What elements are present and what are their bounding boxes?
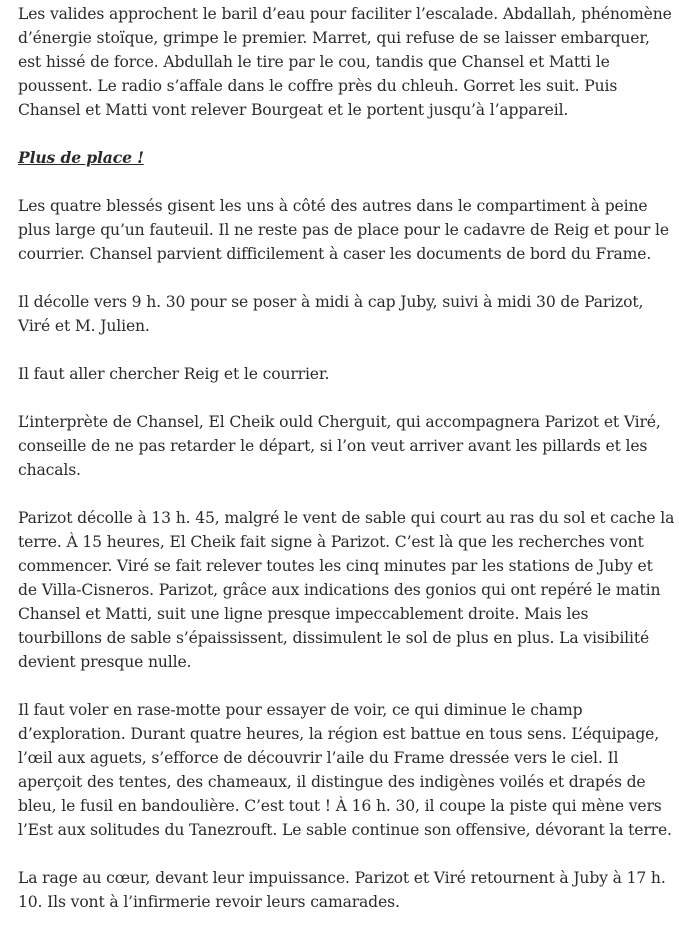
article-body	[18, 2, 676, 938]
paragraph-exploration: Il faut voler en rase-motte pour essayer de voir, ce qui diminue le champ d’exploration. Durant quatre heures, la région est battue en tous sens. L’équipage, l’œil aux aguets, s’efforce de découvrir l’aile du Frame dressée vers le ciel. Il aperçoit des tentes, des chameaux, il distingue des indigènes voilés et drapés de bleu, le fusil en bandoulière. C’est tout ! À 16 h. 30, il coupe la piste qui mène vers l’Est aux solitudes du Tanezrouft. Le sable continue son offensive, dévorant la terre.	[18, 701, 672, 839]
paragraph-boarding: Les valides approchent le baril d’eau pour faciliter l’escalade. Abdallah, phénomène d’énergie stoïque, grimpe le premier. Marret, qui refuse de se laisser embarquer, est hissé de force. Abdullah le tire par le cou, tandis que Chansel et Matti le poussent. Le radio s’affale dans le coffre près du chleuh. Gorret les suit. Puis Chansel et Matti vont relever Bourgeat et le portent jusqu’à l’appareil.	[18, 5, 672, 119]
paragraph-wounded: Les quatre blessés gisent les uns à côté des autres dans le compartiment à peine plus large qu’un fauteuil. Il ne reste pas de place pour le cadavre de Reig et pour le courrier. Chansel parvient difficilement à caser les documents de bord du Frame.	[18, 197, 669, 263]
section-heading: Plus de place !	[18, 148, 144, 167]
paragraph-return: La rage au cœur, devant leur impuissance. Parizot et Viré retournent à Juby à 17 h. 10. Ils vont à l’infirmerie revoir leurs camarades.	[18, 869, 666, 911]
paragraph-fetch-reig: Il faut aller chercher Reig et le courrier.	[18, 365, 330, 383]
paragraph-search-start: Parizot décolle à 13 h. 45, malgré le vent de sable qui court au ras du sol et cache la terre. À 15 heures, El Cheik fait signe à Parizot. C’est là que les recherches vont commencer. Viré se fait relever toutes les cinq minutes par les stations de Juby et de Villa-Cisneros. Parizot, grâce aux indications des gonios qui ont repéré le matin Chansel et Matti, suit une ligne presque impeccablement droite. Mais les tourbillons de sable s’épaississent, dissimulent le sol de plus en plus. La visibilité devient presque nulle.	[18, 509, 675, 671]
paragraph-interpreter: L’interprète de Chansel, El Cheik ould Cherguit, qui accompagnera Parizot et Viré, conseille de ne pas retarder le départ, si l’on veut arriver avant les pillards et les chacals.	[18, 413, 661, 479]
paragraph-takeoff: Il décolle vers 9 h. 30 pour se poser à midi à cap Juby, suivi à midi 30 de Parizot, Viré et M. Julien.	[18, 293, 644, 335]
